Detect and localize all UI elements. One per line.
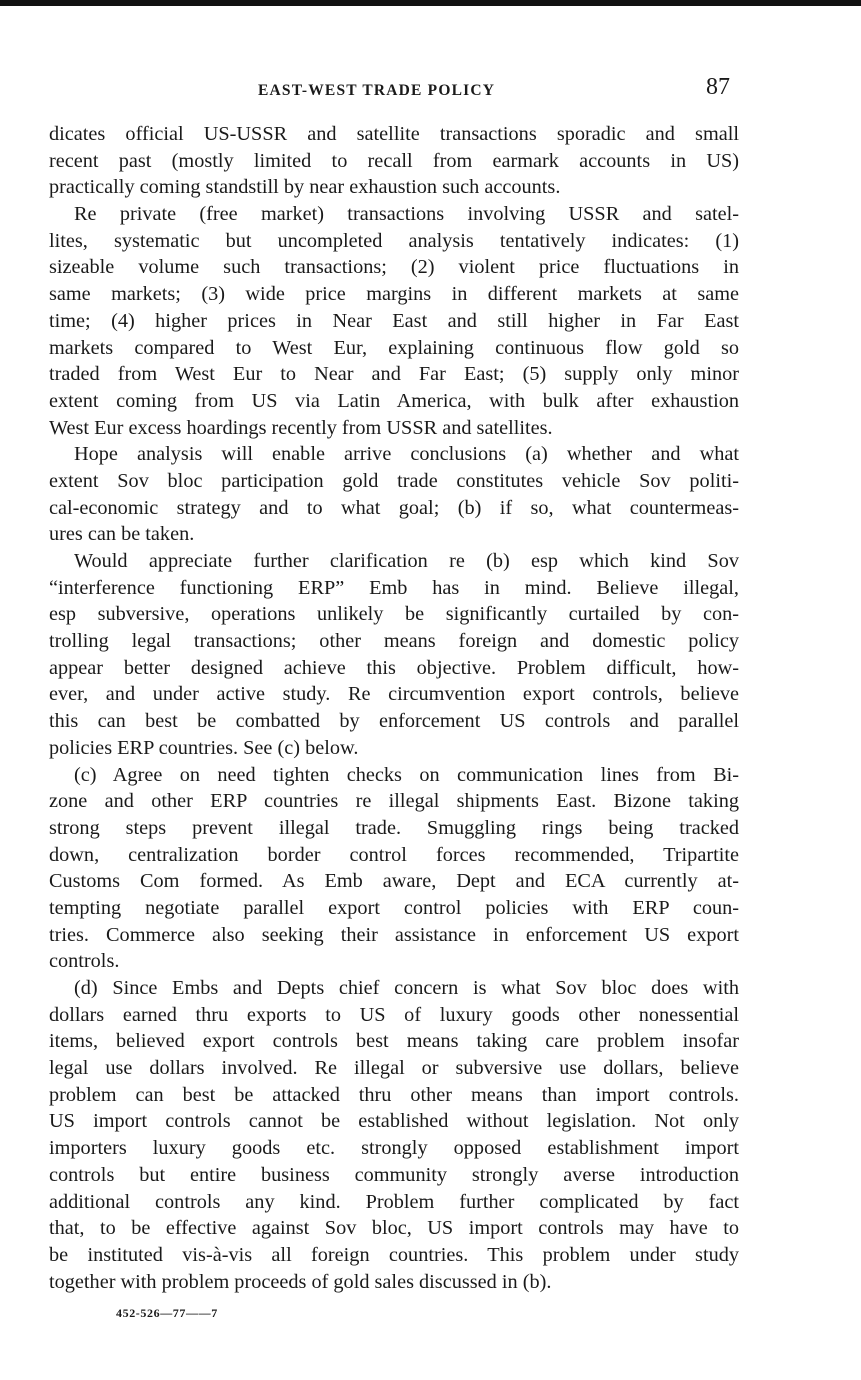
text-line: this can best be combatted by enforcement US controls and parallel bbox=[49, 710, 739, 733]
text-line: cal-economic strategy and to what goal; (b) if so, what countermeas- bbox=[49, 496, 739, 519]
text-line: Re private (free market) transactions involving USSR and satel- bbox=[74, 203, 739, 226]
page-number: 87 bbox=[706, 74, 730, 100]
running-head: EAST-WEST TRADE POLICY bbox=[258, 82, 496, 99]
text-line: practically coming standstill by near exhaustion such accounts. bbox=[49, 176, 561, 199]
text-line: US import controls cannot be established without legislation. Not only bbox=[49, 1110, 739, 1133]
text-line: extent coming from US via Latin America, with bulk after exhaustion bbox=[49, 389, 739, 412]
printer-imprint: 452-526—77——7 bbox=[116, 1306, 218, 1320]
text-line: controls but entire business community strongly averse introduction bbox=[49, 1163, 739, 1186]
text-line: trolling legal transactions; other means foreign and domestic policy bbox=[49, 630, 739, 653]
text-line: items, believed export controls best means taking care problem insofar bbox=[49, 1030, 739, 1053]
text-line: additional controls any kind. Problem further complicated by fact bbox=[49, 1190, 739, 1213]
text-line: recent past (mostly limited to recall from earmark accounts in US) bbox=[49, 149, 739, 172]
text-line: West Eur excess hoardings recently from USSR and satellites. bbox=[49, 416, 553, 439]
text-line: problem can best be attacked thru other means than import controls. bbox=[49, 1083, 739, 1106]
text-line: ures can be taken. bbox=[49, 523, 195, 546]
text-line: esp subversive, operations unlikely be significantly curtailed by con- bbox=[49, 603, 739, 626]
text-line: “interference functioning ERP” Emb has in mind. Believe illegal, bbox=[49, 576, 739, 599]
text-line: that, to be effective against Sov bloc, US import controls may have to bbox=[49, 1217, 739, 1240]
text-line: dicates official US-USSR and satellite transactions sporadic and small bbox=[49, 123, 739, 145]
text-line: lites, systematic but uncompleted analysis tentatively indicates: (1) bbox=[49, 229, 739, 252]
text-line: same markets; (3) wide price margins in different markets at same bbox=[49, 283, 739, 306]
text-line: policies ERP countries. See (c) below. bbox=[49, 736, 359, 759]
text-line: be instituted vis-à-vis all foreign countries. This problem under study bbox=[49, 1243, 739, 1266]
text-line: ever, and under active study. Re circumvention export controls, believe bbox=[49, 683, 739, 706]
text-line: together with problem proceeds of gold sales discussed in (b). bbox=[49, 1270, 552, 1293]
text-line: Hope analysis will enable arrive conclusions (a) whether and what bbox=[74, 443, 739, 466]
text-line: sizeable volume such transactions; (2) violent price fluctuations in bbox=[49, 256, 739, 279]
top-border-rule bbox=[0, 0, 861, 6]
text-line: strong steps prevent illegal trade. Smuggling rings being tracked bbox=[49, 816, 739, 839]
text-line: appear better designed achieve this objective. Problem difficult, how- bbox=[49, 656, 739, 679]
text-line: Would appreciate further clarification re (b) esp which kind Sov bbox=[74, 550, 739, 572]
text-line: markets compared to West Eur, explaining continuous flow gold so bbox=[49, 336, 739, 359]
text-line: (c) Agree on need tighten checks on communication lines from Bi- bbox=[74, 763, 739, 786]
text-line: time; (4) higher prices in Near East and still higher in Far East bbox=[49, 309, 739, 332]
text-line: zone and other ERP countries re illegal shipments East. Bizone taking bbox=[49, 790, 739, 813]
text-line: tries. Commerce also seeking their assistance in enforcement US export bbox=[49, 923, 739, 946]
text-line: (d) Since Embs and Depts chief concern is what Sov bloc does with bbox=[74, 977, 739, 999]
text-line: dollars earned thru exports to US of luxury goods other nonessential bbox=[49, 1003, 739, 1026]
text-line: Customs Com formed. As Emb aware, Dept and ECA currently at- bbox=[49, 870, 739, 893]
text-line: down, centralization border control forces recommended, Tripartite bbox=[49, 843, 739, 866]
text-line: extent Sov bloc participation gold trade constitutes vehicle Sov politi- bbox=[49, 469, 739, 492]
text-line: tempting negotiate parallel export control policies with ERP coun- bbox=[49, 896, 739, 919]
text-line: traded from West Eur to Near and Far East; (5) supply only minor bbox=[49, 363, 739, 386]
text-line: controls. bbox=[49, 950, 120, 973]
text-line: importers luxury goods etc. strongly opposed establishment import bbox=[49, 1137, 739, 1160]
text-line: legal use dollars involved. Re illegal or subversive use dollars, believe bbox=[49, 1057, 739, 1080]
body-text bbox=[49, 121, 739, 1295]
